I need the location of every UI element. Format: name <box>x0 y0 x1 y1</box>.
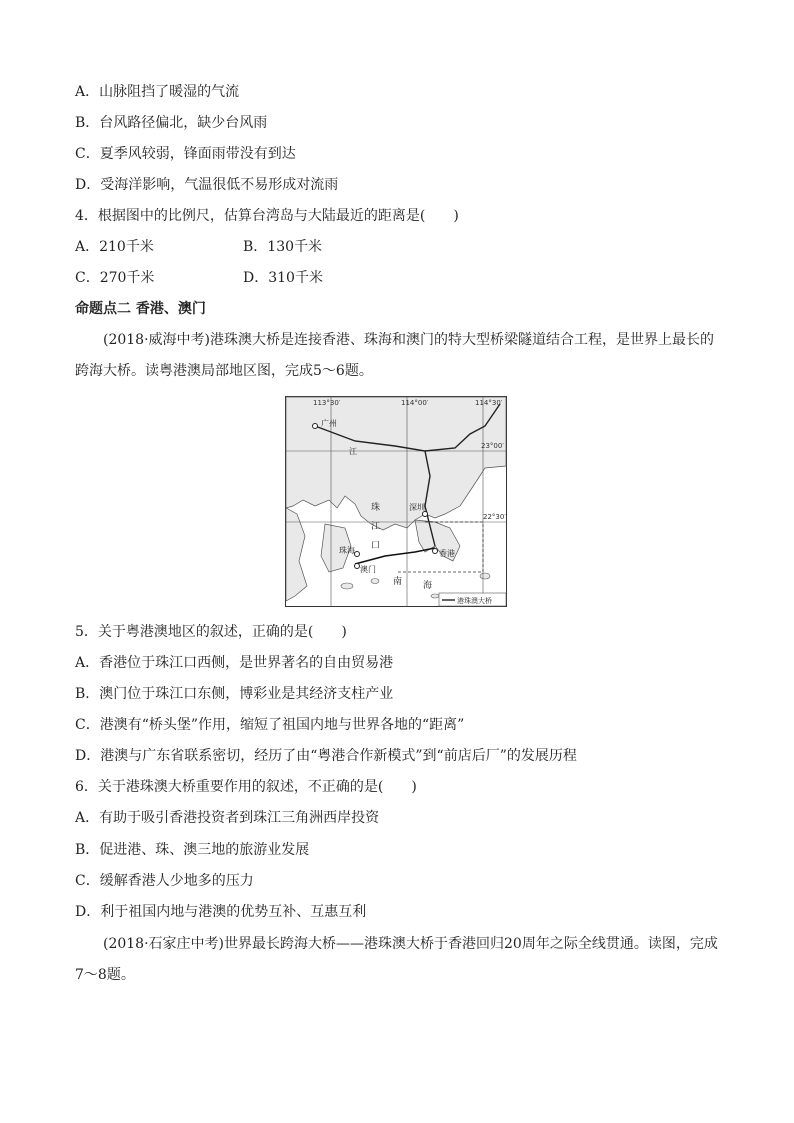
guangzhou-dot <box>313 424 318 429</box>
q3-option-d: D．受海洋影响，气温很低不易形成对流雨 <box>75 177 339 193</box>
hong-kong-dot <box>433 549 438 554</box>
island <box>431 594 439 598</box>
map-svg <box>285 396 507 607</box>
sea-char: 海 <box>423 581 433 591</box>
zhuhai-dot <box>355 552 360 557</box>
q5-option-d: D．港澳与广东省联系密切，经历了由“粤港合作新模式”到“前店后厂”的发展历程 <box>75 748 577 764</box>
lat-label: 22°30′ <box>483 513 506 521</box>
place-guangzhou: 广州 <box>321 419 337 428</box>
lon-label: 114°30′ <box>475 399 503 407</box>
sea-char: 南 <box>393 577 403 587</box>
legend-label: 港珠澳大桥 <box>457 597 492 605</box>
macau-dot <box>355 564 360 569</box>
lon-label: 113°30′ <box>313 399 341 407</box>
q3-option-c: C．夏季风较弱，锋面雨带没有到达 <box>75 146 296 162</box>
place-hong-kong: 香港 <box>439 549 455 558</box>
q4-option-d: D．310千米 <box>243 270 323 286</box>
place-macau: 澳门 <box>360 565 376 574</box>
q6-option-a: A．有助于吸引香港投资者到珠江三角洲西岸投资 <box>75 810 380 826</box>
q5-option-c: C．港澳有“桥头堡”作用，缩短了祖国内地与世界各地的“距离” <box>75 717 465 733</box>
q5-stem: 5．关于粤港澳地区的叙述，正确的是( ) <box>75 624 347 640</box>
q4-stem: 4．根据图中的比例尺，估算台湾岛与大陆最近的距离是( ) <box>75 208 459 224</box>
intro-paragraph-2: (2018·石家庄中考)世界最长跨海大桥——港珠澳大桥于香港回归20周年之际全线贯通。读图，完成7～8题。 <box>75 936 718 983</box>
shenzhen-dot <box>423 512 428 517</box>
intro-paragraph-1: (2018·威海中考)港珠澳大桥是连接香港、珠海和澳门的特大型桥梁隧道结合工程，是世界上最长的跨海大桥。读粤港澳局部地区图，完成5～6题。 <box>75 332 715 379</box>
q6-option-b: B．促进港、珠、澳三地的旅游业发展 <box>75 842 310 858</box>
q3-option-a: A．山脉阻挡了暖湿的气流 <box>75 84 240 100</box>
map-figure <box>285 396 507 607</box>
q6-option-c: C．缓解香港人少地多的压力 <box>75 873 254 889</box>
river-char: 江 <box>349 447 357 456</box>
q4-option-c: C．270千米 <box>75 270 155 286</box>
lat-label: 23°00′ <box>481 442 504 450</box>
river-char: 口 <box>371 541 381 551</box>
q4-option-b: B．130千米 <box>243 239 323 255</box>
lon-label: 114°00′ <box>401 399 429 407</box>
section-title: 命题点二 香港、澳门 <box>75 301 206 317</box>
river-char: 江 <box>371 522 381 532</box>
q5-option-a: A．香港位于珠江口西侧，是世界著名的自由贸易港 <box>75 655 394 671</box>
island <box>480 573 490 579</box>
q4-option-a: A．210千米 <box>75 239 154 255</box>
island <box>371 579 379 584</box>
q6-stem: 6．关于港珠澳大桥重要作用的叙述，不正确的是( ) <box>75 779 417 795</box>
q6-option-d: D．利于祖国内地与港澳的优势互补、互惠互利 <box>75 904 367 920</box>
q3-option-b: B．台风路径偏北，缺少台风雨 <box>75 115 268 131</box>
island <box>341 583 353 589</box>
place-zhuhai: 珠海 <box>339 546 355 555</box>
q5-option-b: B．澳门位于珠江口东侧，博彩业是其经济支柱产业 <box>75 686 394 702</box>
river-char: 珠 <box>371 503 381 513</box>
place-shenzhen: 深圳 <box>409 503 425 512</box>
